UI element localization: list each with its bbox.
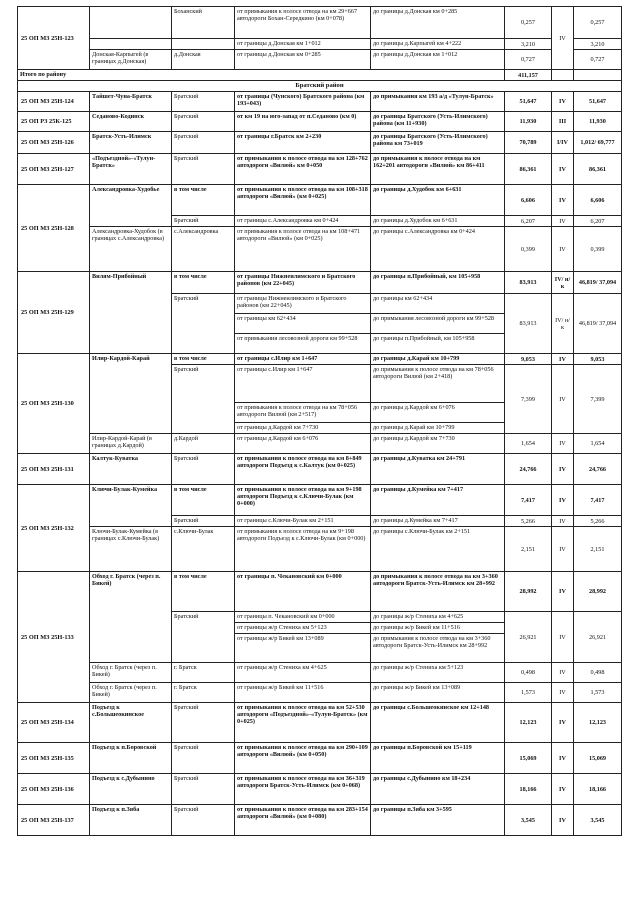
table-row: [18, 485, 622, 516]
road-row: [18, 703, 622, 743]
settlement: д.Кардой: [172, 434, 235, 454]
to-point: до границы д.Кумейка км 7+417: [371, 485, 505, 516]
length-km: 12,123: [505, 703, 552, 743]
settlement: г. Братск: [172, 663, 235, 683]
to-point: до границы п.Зяба км 3+595: [371, 805, 505, 836]
to-point: до границы с.Александровка км 0+424: [371, 227, 505, 272]
total-length: 15,069: [574, 743, 622, 774]
road-row: [18, 92, 622, 112]
settlement: Братский: [172, 112, 235, 132]
road-name: Обход г. Братск (через п. Бикей): [90, 683, 172, 703]
from-point: от границы с.Александровка км 0+424: [235, 216, 371, 227]
road-name: Александровка-Худобье: [90, 185, 172, 227]
road-category: IV: [552, 92, 574, 112]
length-km: 2,151: [505, 527, 552, 572]
length-km: 1,654: [505, 434, 552, 454]
table-row: [18, 434, 622, 454]
length-km: 3,545: [505, 805, 552, 836]
total-length: 1,012/ 69,777: [574, 132, 622, 154]
from-point: от примыкания к полосе отвода на км 29+667 автодороги Бохан-Середкино (км 0+078): [235, 7, 371, 39]
road-category: IV: [552, 154, 574, 185]
road-code: 25 ОП МЗ 25Н-135: [18, 743, 90, 774]
road-name: Илир-Кардой-Карай (в границах д.Кардой): [90, 434, 172, 454]
road-category: IV: [552, 527, 574, 572]
to-point: до границы д.Куватка км 24+791: [371, 454, 505, 485]
road-category: IV: [552, 485, 574, 516]
section-title: Братский район: [18, 81, 622, 92]
road-code: 25 ОП МЗ 25Н-124: [18, 92, 90, 112]
settlement: в том числе: [172, 485, 235, 516]
to-point: до примыкания лесовозной дороги км 99+528: [371, 314, 505, 334]
settlement: с.Ключи-Булак: [172, 527, 235, 572]
settlement: в том числе: [172, 185, 235, 216]
road-name: Подъезд к п.Боровской: [90, 743, 172, 774]
empty-cell: [574, 70, 622, 81]
road-row: [18, 805, 622, 836]
length-km: 6,606: [505, 185, 552, 216]
road-category: IV/ н/к: [552, 294, 574, 354]
total-length: 9,053: [574, 354, 622, 365]
road-category: IV: [552, 683, 574, 703]
settlement: Братский: [172, 743, 235, 774]
length-km: 18,166: [505, 774, 552, 805]
road-name: Обход г. Братск (через п. Бикей): [90, 663, 172, 683]
road-category: IV: [552, 185, 574, 216]
to-point: до границы Братского (Усть-Илимского) района (км 11+930): [371, 112, 505, 132]
from-point: от примыкания к полосе отвода на км 9+198 автодороги Подъезд к с.Ключи-Булак (км 0+000): [235, 485, 371, 516]
table-row: [18, 527, 622, 572]
total-length: 5,266: [574, 516, 622, 527]
to-point: до примыкания км 193 а/д «Тулун-Братск»: [371, 92, 505, 112]
road-name: Подъезд к с.Большеокинское: [90, 703, 172, 743]
total-length: 1,573: [574, 683, 622, 703]
from-point: от примыкания к полосе отвода на км 8+849 автодороги Подъезд к с.Калтук (км 0+025): [235, 454, 371, 485]
to-point: до примыкания к полосе отвода на км 3+360 автодороги Братск-Усть-Илимск км 28+992: [371, 572, 505, 612]
length-km: 9,053: [505, 354, 552, 365]
from-point: от границы ж/р Бикей км 11+516: [235, 683, 371, 703]
road-name: Вилям-Прибойный: [90, 272, 172, 354]
length-km: 3,210: [505, 39, 552, 50]
table-row: [18, 185, 622, 216]
road-row: [18, 743, 622, 774]
road-category: IV: [552, 805, 574, 836]
total-length: 2,151: [574, 527, 622, 572]
settlement: Братский: [172, 154, 235, 185]
length-km: 6,207: [505, 216, 552, 227]
to-point: до границы ж/р Бикей км 13+089: [371, 683, 505, 703]
settlement: Братский: [172, 92, 235, 112]
total-length: 26,921: [574, 612, 622, 663]
total-length: 24,766: [574, 454, 622, 485]
from-point: от границы д.Кардой км 6+076: [235, 434, 371, 454]
to-point: до границы ж/р Стениха км 5+123: [371, 663, 505, 683]
to-point: до границы д.Карпыгей км 4+222: [371, 39, 505, 50]
settlement: д.Донская: [172, 50, 235, 70]
from-point: от границы д.Кардой км 7+730: [235, 423, 371, 434]
road-category: IV: [552, 703, 574, 743]
to-point: до границы д.Кумейка км 7+417: [371, 516, 505, 527]
to-point: до границы с.Большеокинское км 12+148: [371, 703, 505, 743]
to-point: до границы д.Донская км 0+285: [371, 7, 505, 39]
road-category: IV: [552, 774, 574, 805]
total-length: 18,166: [574, 774, 622, 805]
to-point: до границы с.Дубынино км 18+234: [371, 774, 505, 805]
length-km: 11,930: [505, 112, 552, 132]
settlement: Боханский: [172, 7, 235, 39]
length-km: 83,913: [505, 272, 552, 294]
empty-cell: [552, 70, 574, 81]
road-row: [18, 272, 622, 294]
length-km: 86,361: [505, 154, 552, 185]
total-length: 11,930: [574, 112, 622, 132]
length-km: 15,069: [505, 743, 552, 774]
total-length: 0,399: [574, 227, 622, 272]
from-point: от примыкания к полосе отвода на км 283+154 автодороги «Вилюй» (км 0+080): [235, 805, 371, 836]
road-code: 25 ОП МЗ 25Н-137: [18, 805, 90, 836]
road-name: Обход г. Братск (через п. Бикей): [90, 572, 172, 663]
to-point: до границы д.Кардой км 6+076: [371, 403, 505, 423]
to-point: до границы ж/р Стениха км 4+625: [371, 612, 505, 623]
from-point: от границы (Чунского) Братского района (км 193+043): [235, 92, 371, 112]
total-length: 12,123: [574, 703, 622, 743]
road-code: 25 ОП МЗ 25Н-127: [18, 154, 90, 185]
settlement: Братский: [172, 774, 235, 805]
road-name: Подъезд к п.Зяба: [90, 805, 172, 836]
road-category: IV: [552, 365, 574, 434]
to-point: до границы км 62+434: [371, 294, 505, 314]
from-point: от примыкания к полосе отвода на км 108+471 автодороги «Вилюй» (км 0+025): [235, 227, 371, 272]
settlement: Братский: [172, 516, 235, 527]
to-point: до границы д.Карай км 10+799: [371, 423, 505, 434]
road-name: Братск-Усть-Илимск: [90, 132, 172, 154]
road-code: 25 ОП МЗ 25Н-123: [18, 7, 90, 70]
settlement: Братский: [172, 612, 235, 663]
road-code: 25 ОП МЗ 25Н-130: [18, 354, 90, 454]
length-km: 28,992: [505, 572, 552, 612]
length-km: 7,399: [505, 365, 552, 434]
total-length: 1,654: [574, 434, 622, 454]
road-name: Ключи-Булак-Кумейка (в границах с.Ключи-Булак): [90, 527, 172, 572]
from-point: от примыкания к полосе отвода на км 9+198 автодороги Подъезд к с.Ключи-Булак (км 0+000): [235, 527, 371, 572]
total-length: 6,606: [574, 185, 622, 216]
from-point: от границы с.Ключи-Булак км 2+151: [235, 516, 371, 527]
road-category: IV: [552, 434, 574, 454]
road-name: Илир-Кардой-Карай: [90, 354, 172, 434]
table-row: [18, 227, 622, 272]
table-row: [18, 50, 622, 70]
total-length: 0,498: [574, 663, 622, 683]
road-row: [18, 154, 622, 185]
road-category: III: [552, 112, 574, 132]
road-row: [18, 132, 622, 154]
total-length: 28,992: [574, 572, 622, 612]
to-point: до границы д.Карай км 10+799: [371, 354, 505, 365]
road-category: I/IV: [552, 132, 574, 154]
district-total-label: Итого по району: [18, 70, 505, 81]
section-row: [18, 81, 622, 92]
from-point: от примыкания к полосе отвода на км 108+318 автодороги «Вилюй» (км 0+025): [235, 185, 371, 216]
to-point: до границы Братского (Усть-Илимского) района км 73+019: [371, 132, 505, 154]
settlement: г. Братск: [172, 683, 235, 703]
settlement: [172, 39, 235, 50]
road-name: Ключи-Булак-Кумейка: [90, 485, 172, 527]
from-point: от границы д.Донская км 1+012: [235, 39, 371, 50]
settlement: Братский: [172, 294, 235, 354]
from-point: от границы км 62+434: [235, 314, 371, 334]
settlement: в том числе: [172, 354, 235, 365]
table-row: [18, 7, 622, 39]
road-code: 25 ОП МЗ 25Н-126: [18, 132, 90, 154]
total-length: 86,361: [574, 154, 622, 185]
road-code: 25 ОП РЗ 25К-125: [18, 112, 90, 132]
table-row: [18, 39, 622, 50]
road-row: [18, 354, 622, 365]
from-point: от границы с.Илир км 1+647: [235, 354, 371, 365]
to-point: до примыкания к полосе отвода на км 3+360 автодороги Братск-Усть-Илимск км 28+992: [371, 634, 505, 663]
road-name: [90, 7, 172, 39]
from-point: от границы д.Донская км 0+285: [235, 50, 371, 70]
length-km: 24,766: [505, 454, 552, 485]
from-point: от границы ж/р Стениха км 5+123: [235, 623, 371, 634]
road-code: 25 ОП МЗ 25Н-129: [18, 272, 90, 354]
road-name: Калтук-Куватка: [90, 454, 172, 485]
from-point: от границы ж/р Бикей км 13+089: [235, 634, 371, 663]
from-point: от примыкания к полосе отвода на км 36+319 автодороги Братск-Усть-Илимск (км 0+068): [235, 774, 371, 805]
road-name: [90, 39, 172, 50]
road-row: [18, 774, 622, 805]
district-total-value: 411,157: [505, 70, 552, 81]
road-category: IV: [552, 516, 574, 527]
settlement: Братский: [172, 805, 235, 836]
road-code: 25 ОП МЗ 25Н-132: [18, 485, 90, 572]
road-code: 25 ОП МЗ 25Н-133: [18, 572, 90, 703]
from-point: от примыкания к полосе отвода на км 52+530 автодороги «Подъездной»-«Тулун-Братск» (км 0+025): [235, 703, 371, 743]
road-category: IV: [552, 7, 574, 70]
length-km: 0,399: [505, 227, 552, 272]
total-length: 46,819/ 37,094: [574, 294, 622, 354]
road-category: IV: [552, 216, 574, 227]
from-point: от границы Нижнеилимского и Братского районов (км 22+045): [235, 294, 371, 314]
table-row: [18, 683, 622, 703]
settlement: с.Александровка: [172, 227, 235, 272]
total-length: 7,399: [574, 365, 622, 434]
length-km: 83,913: [505, 294, 552, 354]
length-km: 26,921: [505, 612, 552, 663]
total-length: 51,647: [574, 92, 622, 112]
road-category: IV: [552, 663, 574, 683]
road-name: Донская-Карпыгей (в границах д.Донская): [90, 50, 172, 70]
total-length: 0,257: [574, 7, 622, 39]
settlement: Братский: [172, 365, 235, 434]
from-point: от границы Нижнеилимского и Братского районов (км 22+045): [235, 272, 371, 294]
road-name: Тайшет-Чуна-Братск: [90, 92, 172, 112]
to-point: до границы п.Боровской км 15+119: [371, 743, 505, 774]
road-name: Седаново-Кодинск: [90, 112, 172, 132]
length-km: 0,498: [505, 663, 552, 683]
settlement: в том числе: [172, 272, 235, 294]
settlement: Братский: [172, 132, 235, 154]
total-length: 6,207: [574, 216, 622, 227]
road-code: 25 ОП МЗ 25Н-136: [18, 774, 90, 805]
road-name: Александровка-Худобок (в границах с.Александровка): [90, 227, 172, 272]
from-point: от границы с.Илир км 1+647: [235, 365, 371, 403]
total-length: 46,819/ 37,094: [574, 272, 622, 294]
from-point: от границы ж/р Стениха км 4+625: [235, 663, 371, 683]
table-row: [18, 663, 622, 683]
to-point: до границы д.Худобок км 6+631: [371, 185, 505, 216]
settlement: в том числе: [172, 572, 235, 612]
to-point: до границы п.Прибойный, км 105+958: [371, 334, 505, 354]
from-point: от примыкания к полосе отвода на км 128+762 автодороги «Вилюй» км 0+050: [235, 154, 371, 185]
length-km: 0,257: [505, 7, 552, 39]
road-row: [18, 572, 622, 612]
road-register-page: [17, 6, 621, 836]
to-point: до границы с.Ключи-Булак км 2+151: [371, 527, 505, 572]
settlement: Братский: [172, 216, 235, 227]
road-category: IV/ н/к: [552, 272, 574, 294]
from-point: от примыкания к полосе отвода на км 290+109 автодороги «Вилюй» (км 0+050): [235, 743, 371, 774]
from-point: от границы п. Чекановский км 0+000: [235, 612, 371, 623]
road-code: 25 ОП МЗ 25Н-134: [18, 703, 90, 743]
district-total-row: [18, 70, 622, 81]
to-point: до границы д.Худобок км 6+631: [371, 216, 505, 227]
length-km: 1,573: [505, 683, 552, 703]
road-category: IV: [552, 454, 574, 485]
total-length: 0,727: [574, 50, 622, 70]
road-category: IV: [552, 227, 574, 272]
length-km: 7,417: [505, 485, 552, 516]
length-km: 0,727: [505, 50, 552, 70]
to-point: до примыкания к полосе отвода на км 162+201 автодороги «Вилюй» км 86+411: [371, 154, 505, 185]
to-point: до границы д.Донская км 1+012: [371, 50, 505, 70]
to-point: до границы д.Кардой км 7+730: [371, 434, 505, 454]
from-point: от км 19 на юго-запад от п.Седаново (км 0): [235, 112, 371, 132]
road-category: IV: [552, 743, 574, 774]
to-point: до границы ж/р Бикей км 11+516: [371, 623, 505, 634]
road-name: Подъезд к с.Дубынино: [90, 774, 172, 805]
total-length: 7,417: [574, 485, 622, 516]
road-category: IV: [552, 354, 574, 365]
from-point: от границы п. Чекановский км 0+000: [235, 572, 371, 612]
length-km: 5,266: [505, 516, 552, 527]
to-point: до примыкания к полосе отвода на км 78+056 автодороги Вилюй (км 2+418): [371, 365, 505, 403]
from-point: от примыкания к полосе отвода на км 78+056 автодороги Вилюй (км 2+517): [235, 403, 371, 423]
road-row: [18, 112, 622, 132]
road-row: [18, 454, 622, 485]
from-point: от границы г.Братск км 2+230: [235, 132, 371, 154]
length-km: 51,647: [505, 92, 552, 112]
total-length: 3,210: [574, 39, 622, 50]
road-category: IV: [552, 572, 574, 612]
settlement: Братский: [172, 703, 235, 743]
length-km: 70,789: [505, 132, 552, 154]
to-point: до границы п.Прибойный, км 105+958: [371, 272, 505, 294]
road-name: «Подъездной»-«Тулун-Братск»: [90, 154, 172, 185]
settlement: Братский: [172, 454, 235, 485]
road-category: IV: [552, 612, 574, 663]
total-length: 3,545: [574, 805, 622, 836]
road-code: 25 ОП МЗ 25Н-128: [18, 185, 90, 272]
road-register-table: [17, 6, 622, 836]
from-point: от примыкания лесовозной дороги км 99+528: [235, 334, 371, 354]
road-code: 25 ОП МЗ 25Н-131: [18, 454, 90, 485]
